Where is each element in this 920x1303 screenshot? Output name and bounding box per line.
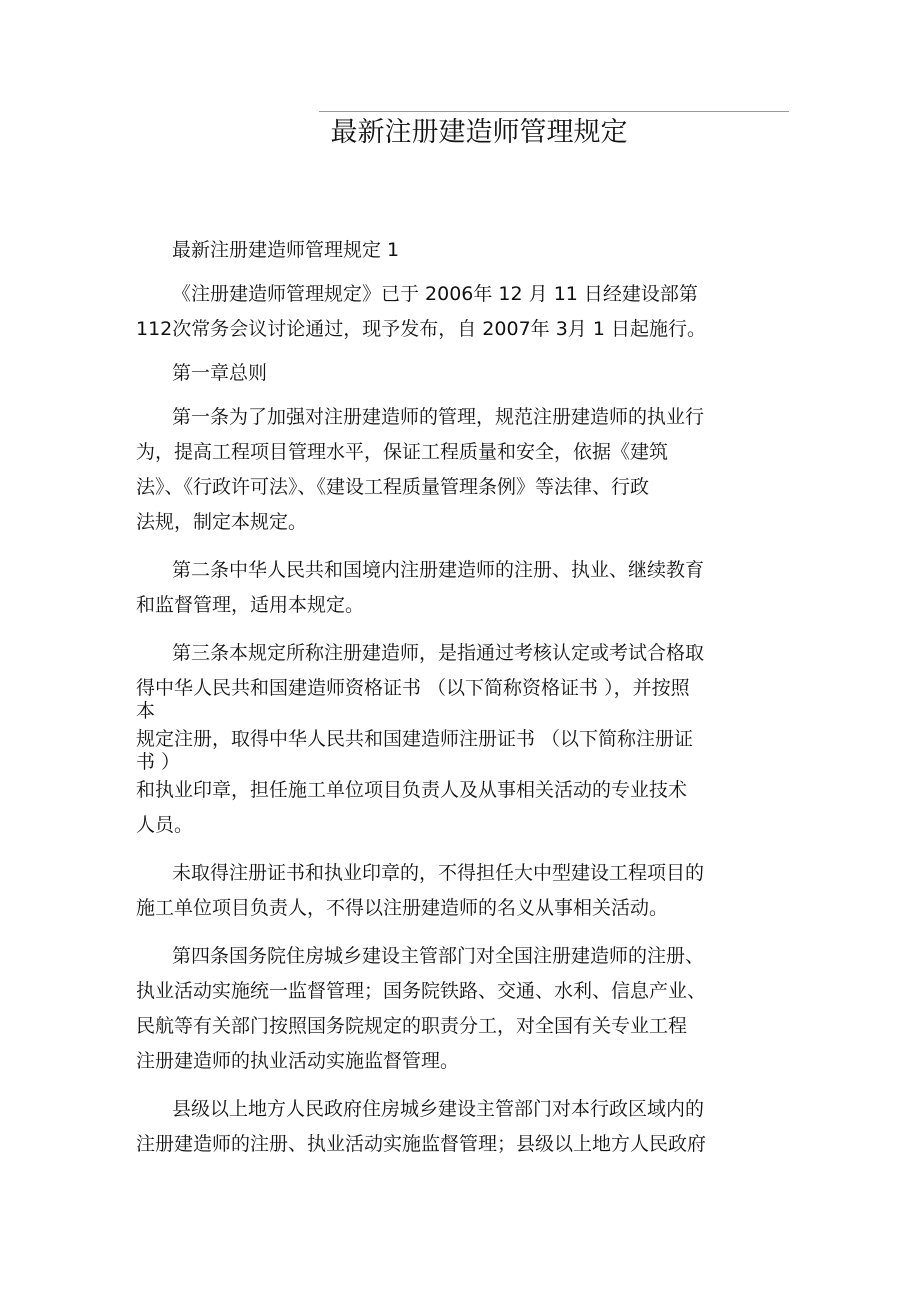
header-rule <box>319 111 789 112</box>
text-line: 得中华人民共和国建造师资格证书 （以下简称资格证书 ），并按照 <box>136 677 690 699</box>
text-line: 执业活动实施统一监督管理；国务院铁路、交通、水利、信息产业、 <box>136 980 707 1002</box>
article-4-clause <box>136 1092 786 1162</box>
text-line: 《注册建造师管理规定》已于 2006年 12 月 11 日经建设部第 <box>172 283 698 305</box>
text-line: 为，提高工程项目管理水平，保证工程质量和安全，依据《建筑 <box>136 441 669 463</box>
text-line: 注册建造师的执业活动实施监督管理。 <box>136 1050 460 1072</box>
text-line: 法》、《行政许可法》、《建设工程质量管理条例》等法律、行政 <box>136 476 650 498</box>
text-line: 第四条国务院住房城乡建设主管部门对全国注册建造师的注册、 <box>172 945 705 967</box>
text-line: 第三条本规定所称注册建造师，是指通过考核认定或考试合格取 <box>172 642 705 664</box>
article-3-clause <box>136 856 786 926</box>
chapter-heading <box>136 356 786 391</box>
text-line: 第一条为了加强对注册建造师的管理，规范注册建造师的执业行 <box>172 406 705 428</box>
text-line: 规定注册，取得中华人民共和国建造师注册证书 （以下简称注册证 <box>136 728 694 750</box>
text-line: 第二条中华人民共和国境内注册建造师的注册、执业、继续教育 <box>172 559 705 581</box>
article-4 <box>136 939 786 1079</box>
text-line: 施工单位项目负责人，不得以注册建造师的名义从事相关活动。 <box>136 897 669 919</box>
article-3 <box>136 636 786 843</box>
text-line: 最新注册建造师管理规定 1 <box>172 239 400 261</box>
text-line: 书 ） <box>136 751 181 773</box>
text-line: 未取得注册证书和执业印章的，不得担任大中型建设工程项目的 <box>172 862 705 884</box>
text-line: 和监督管理，适用本规定。 <box>136 594 365 616</box>
text-line: 本 <box>136 700 156 722</box>
article-2 <box>136 553 786 623</box>
text-line: 112次常务会议讨论通过，现予发布，自 2007年 3月 1 日起施行。 <box>136 318 706 340</box>
text-line: 县级以上地方人民政府住房城乡建设主管部门对本行政区域内的 <box>172 1098 705 1120</box>
paragraph-intro <box>136 277 786 347</box>
document-title: 最新注册建造师管理规定 <box>330 117 628 148</box>
text-line: 和执业印章，担任施工单位项目负责人及从事相关活动的专业技术 <box>136 779 688 801</box>
paragraph-subtitle <box>136 233 786 268</box>
document-body <box>136 233 786 1162</box>
article-1 <box>136 400 786 540</box>
text-line: 注册建造师的注册、执业活动实施监督管理；县级以上地方人民政府 <box>136 1133 707 1155</box>
text-line: 人员。 <box>136 814 194 836</box>
text-line: 法规，制定本规定。 <box>136 511 308 533</box>
text-line: 第一章总则 <box>172 362 268 384</box>
text-line: 民航等有关部门按照国务院规定的职责分工，对全国有关专业工程 <box>136 1015 688 1037</box>
